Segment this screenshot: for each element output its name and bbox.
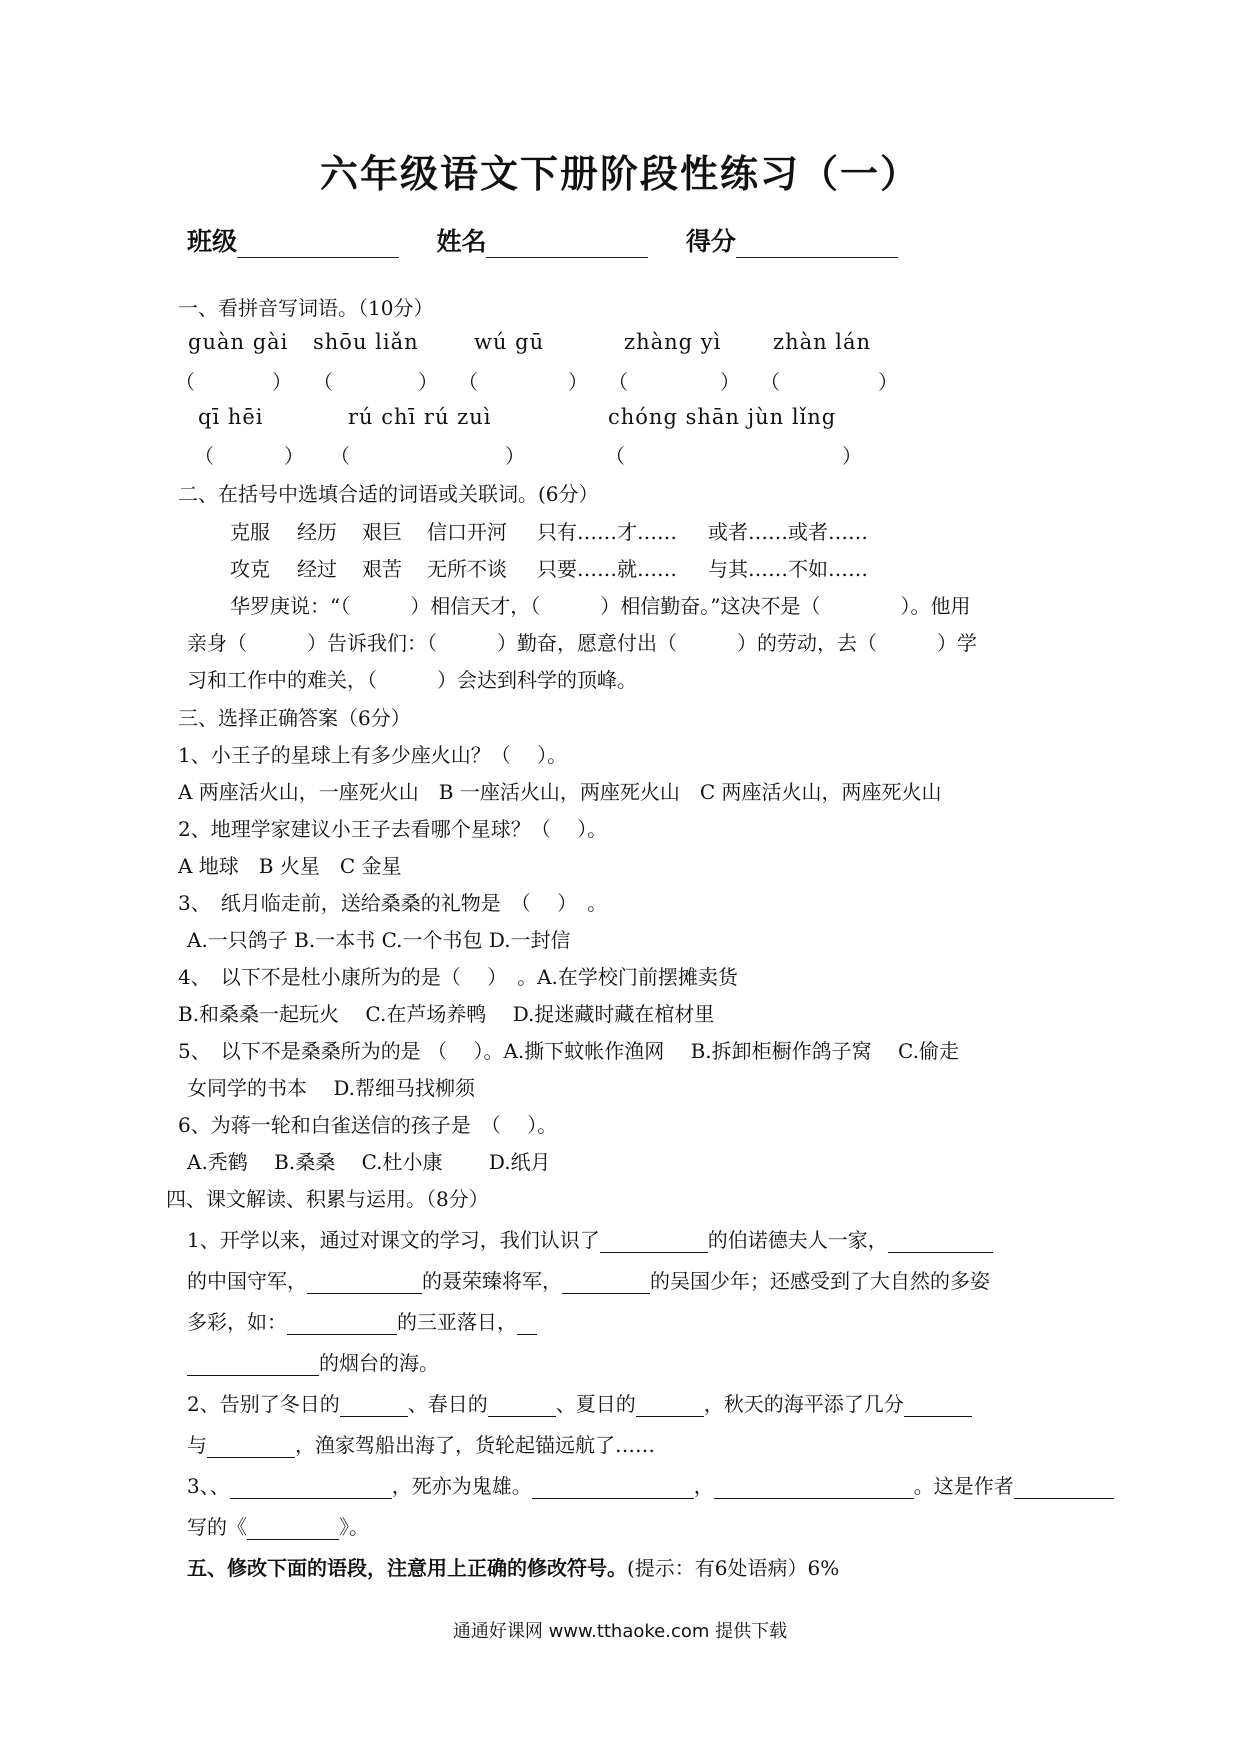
question-text: 4、 以下不是杜小康所为的是（ ） 。A.在学校门前摆摊卖货 [178, 965, 738, 989]
text: ，死亦为鬼雄。 [391, 1474, 532, 1498]
word-choice: 与其……不如…… [708, 557, 868, 581]
text: 、春日的 [407, 1392, 488, 1416]
text: ，秋天的海平添了几分 [703, 1392, 904, 1416]
question-options: 女同学的书本 D.帮细马找柳须 [187, 1076, 476, 1100]
text: 的烟台的海。 [319, 1351, 439, 1375]
pinyin-item: zhàng yì [624, 330, 722, 354]
fill-line-7 [187, 1470, 1114, 1499]
section4-heading: 四、课文解读、积累与运用。（8分） [166, 1187, 489, 1211]
pinyin-item: rú chī rú zuì [348, 405, 492, 429]
answer-blank[interactable] [636, 1394, 704, 1417]
score-label: 得分 [685, 227, 736, 256]
fill-text-line: 亲身（ ）告诉我们：（ ）勤奋，愿意付出（ ）的劳动，去（ ）学 [187, 631, 977, 655]
word-choice: 或者……或者…… [708, 520, 868, 544]
section5-heading [187, 1552, 839, 1581]
fill-line-3 [187, 1306, 537, 1335]
answer-blank[interactable] [187, 1353, 319, 1376]
text: 的伯诺德夫人一家， [707, 1228, 888, 1252]
answer-paren-open: （ [605, 444, 625, 468]
question-text: 6、为蒋一轮和白雀送信的孩子是 （ ）。 [178, 1113, 558, 1137]
answer-blank[interactable] [230, 1476, 392, 1499]
answer-paren-open: （ [330, 444, 350, 468]
answer-paren-close: ） [720, 370, 740, 394]
word-choice: 无所不谈 [427, 557, 507, 581]
fill-line-6 [187, 1429, 655, 1458]
answer-paren-open: （ [175, 370, 195, 394]
answer-paren-close: ） [878, 370, 898, 394]
text: 的三亚落日， [397, 1310, 517, 1334]
answer-paren-open: （ [313, 370, 333, 394]
pinyin-item: chóng shān jùn lǐng [608, 405, 837, 429]
section1-heading: 一、看拼音写词语。（10分） [178, 296, 434, 320]
fill-text-line: 习和工作中的难关，（ ）会达到科学的顶峰。 [187, 668, 637, 692]
fill-line-8 [187, 1511, 369, 1540]
text: 的中国守军， [187, 1269, 307, 1293]
section2-heading: 二、在括号中选填合适的词语或关联词。(6分） [178, 482, 599, 506]
class-blank[interactable] [237, 233, 399, 258]
question-text: 1、小王子的星球上有多少座火山？（ ）。 [178, 743, 568, 767]
answer-blank[interactable] [1014, 1476, 1114, 1499]
fill-line-4 [187, 1347, 439, 1376]
question-options: A 两座活火山，一座死火山 B 一座活火山，两座死火山 C 两座活火山，两座死火山 [178, 780, 942, 804]
question-text: 2、地理学家建议小王子去看哪个星球？（ ）。 [178, 817, 608, 841]
text: 1、开学以来，通过对课文的学习，我们认识了 [187, 1228, 600, 1252]
answer-blank[interactable] [888, 1230, 993, 1253]
question-text: 3、 纸月临走前，送给桑桑的礼物是 （ ） 。 [178, 891, 608, 915]
question-options: A 地球 B 火星 C 金星 [178, 854, 402, 878]
text: 》。 [339, 1515, 369, 1539]
answer-paren-close: ） [568, 370, 588, 394]
word-choice: 艰苦 [362, 557, 402, 581]
answer-blank[interactable] [904, 1394, 972, 1417]
text: 的吴国少年；还感受到了大自然的多姿 [650, 1269, 990, 1293]
fill-text-line: 华罗庚说：“（ ）相信天才，（ ）相信勤奋。”这决不是（ ）。他用 [230, 594, 971, 618]
answer-blank[interactable] [517, 1312, 537, 1335]
section5-title: 五、修改下面的语段，注意用上正确的修改符号。 [187, 1556, 627, 1580]
class-label: 班级 [187, 227, 238, 256]
answer-paren-open: （ [194, 444, 214, 468]
answer-blank[interactable] [307, 1271, 422, 1294]
word-choice: 攻克 [230, 557, 270, 581]
word-choice: 只有……才…… [537, 520, 677, 544]
answer-blank[interactable] [247, 1517, 339, 1540]
word-choice: 只要……就…… [537, 557, 677, 581]
text: 写的《 [187, 1515, 247, 1539]
pinyin-item: qī hēi [198, 405, 264, 429]
fill-line-1 [187, 1224, 993, 1253]
answer-blank[interactable] [562, 1271, 650, 1294]
text: 。这是作者 [913, 1474, 1014, 1498]
answer-paren-close: ） [272, 370, 292, 394]
section3-heading: 三、选择正确答案（6分） [178, 706, 411, 730]
answer-paren-close: ） [418, 370, 438, 394]
answer-blank[interactable] [207, 1435, 295, 1458]
question-options: A.一只鸽子 B.一本书 C.一个书包 D.一封信 [187, 928, 571, 952]
fill-line-5 [187, 1388, 972, 1417]
answer-blank[interactable] [600, 1230, 708, 1253]
answer-blank[interactable] [532, 1476, 694, 1499]
answer-blank[interactable] [287, 1312, 397, 1335]
question-options: B.和桑桑一起玩火 C.在芦场养鸭 D.捉迷藏时藏在棺材里 [178, 1002, 715, 1026]
fill-line-2 [187, 1265, 990, 1294]
pinyin-item: shōu liǎn [313, 330, 419, 354]
answer-blank[interactable] [340, 1394, 408, 1417]
pinyin-item: guàn gài [188, 330, 289, 354]
page-title: 六年级语文下册阶段性练习（一） [319, 152, 920, 196]
word-choice: 经过 [297, 557, 337, 581]
answer-paren-open: （ [608, 370, 628, 394]
word-choice: 克服 [230, 520, 270, 544]
text: 与 [187, 1433, 207, 1457]
answer-paren-close: ） [505, 444, 525, 468]
answer-paren-open: （ [760, 370, 780, 394]
text: 、夏日的 [555, 1392, 636, 1416]
answer-paren-open: （ [458, 370, 478, 394]
pinyin-item: wú gū [474, 330, 545, 354]
word-choice: 信口开河 [427, 520, 507, 544]
answer-paren-close: ） [842, 444, 862, 468]
text: ，渔家驾船出海了，货轮起锚远航了…… [295, 1433, 655, 1457]
name-blank[interactable] [486, 233, 648, 258]
page-footer: 通通好课网 www.tthaoke.com 提供下载 [452, 1621, 788, 1642]
text: 2、告别了冬日的 [187, 1392, 340, 1416]
word-choice: 经历 [297, 520, 337, 544]
student-info-row [187, 222, 898, 258]
answer-blank[interactable] [488, 1394, 556, 1417]
answer-paren-close: ） [284, 444, 304, 468]
text: 多彩，如： [187, 1310, 287, 1334]
answer-blank[interactable] [714, 1476, 914, 1499]
section5-hint: (提示：有6处语病）6% [627, 1556, 840, 1580]
question-text: 5、 以下不是桑桑所为的是 （ ）。A.撕下蚊帐作渔网 B.拆卸柜橱作鸽子窝 C.偷走 [178, 1039, 959, 1063]
pinyin-item: zhàn lán [773, 330, 872, 354]
question-options: A.秃鹤 B.桑桑 C.杜小康 D.纸月 [187, 1150, 551, 1174]
text: ， [693, 1474, 714, 1498]
word-choice: 艰巨 [362, 520, 402, 544]
name-label: 姓名 [436, 227, 487, 256]
text: 3、、 [187, 1474, 230, 1498]
text: 的聂荣臻将军， [422, 1269, 562, 1293]
score-blank[interactable] [736, 233, 898, 258]
